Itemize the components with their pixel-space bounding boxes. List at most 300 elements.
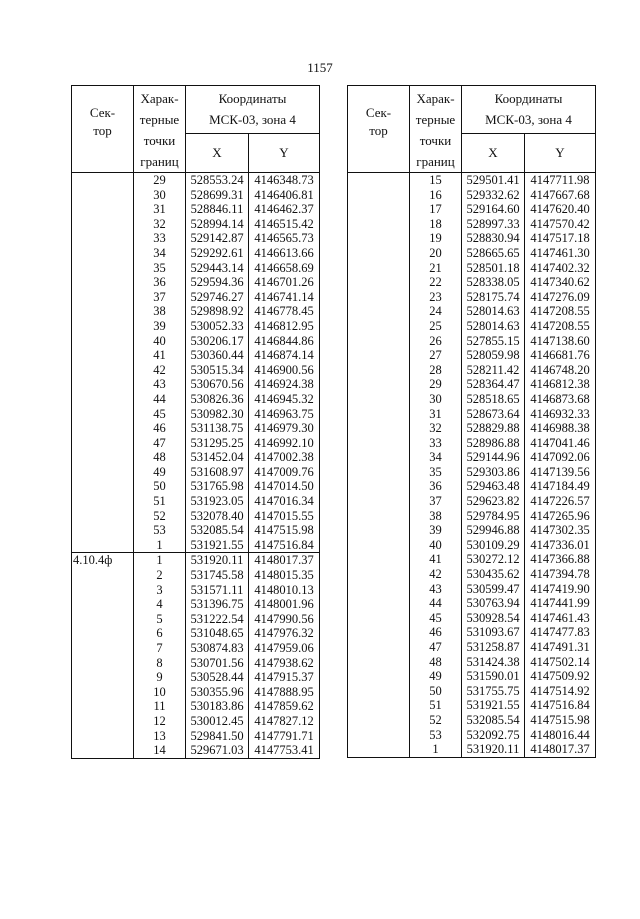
table-row — [72, 553, 320, 568]
y-cell: 4147517.18 — [525, 231, 596, 246]
point-cell: 9 — [134, 670, 186, 685]
sector-cell — [348, 275, 410, 290]
point-cell: 52 — [410, 713, 462, 728]
point-cell: 30 — [134, 188, 186, 203]
table-row — [72, 494, 320, 509]
point-cell: 13 — [134, 729, 186, 744]
point-cell: 1 — [410, 742, 462, 757]
sector-cell — [348, 436, 410, 451]
point-cell: 36 — [410, 479, 462, 494]
x-cell: 529144.96 — [462, 450, 525, 465]
coordinates-table-left — [71, 85, 320, 759]
x-cell: 528364.47 — [462, 377, 525, 392]
point-cell: 35 — [410, 465, 462, 480]
y-cell: 4147184.49 — [525, 479, 596, 494]
y-cell: 4146812.95 — [249, 319, 320, 334]
point-cell: 40 — [410, 538, 462, 553]
coordinates-table-right — [347, 85, 596, 758]
point-cell: 8 — [134, 656, 186, 671]
x-cell: 532085.54 — [186, 523, 249, 538]
sector-cell — [348, 202, 410, 217]
table-row — [348, 523, 596, 538]
sector-cell — [72, 670, 134, 685]
y-cell: 4147016.34 — [249, 494, 320, 509]
table-row — [348, 479, 596, 494]
x-cell: 531258.87 — [462, 640, 525, 655]
point-cell: 34 — [410, 450, 462, 465]
table-row — [72, 699, 320, 714]
sector-cell — [72, 173, 134, 188]
point-cell: 20 — [410, 246, 462, 261]
table-row — [72, 217, 320, 232]
point-cell: 37 — [410, 494, 462, 509]
table-row — [348, 261, 596, 276]
x-cell: 528553.24 — [186, 173, 249, 188]
y-cell: 4147340.62 — [525, 275, 596, 290]
y-cell: 4147859.62 — [249, 699, 320, 714]
point-cell: 16 — [410, 188, 462, 203]
y-cell: 4148001.96 — [249, 597, 320, 612]
y-cell: 4147667.68 — [525, 188, 596, 203]
point-cell: 52 — [134, 509, 186, 524]
header-y: Y — [249, 133, 320, 172]
table-row — [348, 217, 596, 232]
y-cell: 4147394.78 — [525, 567, 596, 582]
point-cell: 45 — [134, 407, 186, 422]
y-cell: 4147491.31 — [525, 640, 596, 655]
y-cell: 4146406.81 — [249, 188, 320, 203]
table-row — [72, 231, 320, 246]
table-row — [72, 304, 320, 319]
table-row — [72, 714, 320, 729]
x-cell: 531222.54 — [186, 612, 249, 627]
point-cell: 1 — [134, 538, 186, 553]
table-row — [348, 494, 596, 509]
x-cell: 531452.04 — [186, 450, 249, 465]
table-row — [348, 436, 596, 451]
y-cell: 4146462.37 — [249, 202, 320, 217]
sector-cell — [72, 641, 134, 656]
x-cell: 528518.65 — [462, 392, 525, 407]
point-cell: 28 — [410, 363, 462, 378]
x-cell: 529841.50 — [186, 729, 249, 744]
table-row — [72, 523, 320, 538]
table-row — [72, 421, 320, 436]
sector-cell — [72, 363, 134, 378]
sector-cell — [72, 699, 134, 714]
point-cell: 21 — [410, 261, 462, 276]
table-row — [348, 290, 596, 305]
y-cell: 4147461.43 — [525, 611, 596, 626]
point-cell: 38 — [410, 509, 462, 524]
point-cell: 35 — [134, 261, 186, 276]
y-cell: 4147827.12 — [249, 714, 320, 729]
y-cell: 4147915.37 — [249, 670, 320, 685]
sector-cell — [72, 202, 134, 217]
sector-cell — [72, 246, 134, 261]
point-cell: 46 — [410, 625, 462, 640]
sector-cell — [348, 728, 410, 743]
table-row — [348, 348, 596, 363]
header-points-line3: точки — [143, 133, 176, 148]
header-coordinates — [462, 86, 596, 134]
point-cell: 33 — [410, 436, 462, 451]
point-cell: 4 — [134, 597, 186, 612]
y-cell: 4146924.38 — [249, 377, 320, 392]
table-row — [72, 743, 320, 758]
table-row — [72, 656, 320, 671]
x-cell: 528830.94 — [462, 231, 525, 246]
point-cell: 5 — [134, 612, 186, 627]
y-cell: 4147976.32 — [249, 626, 320, 641]
x-cell: 531921.55 — [186, 538, 249, 553]
y-cell: 4147515.98 — [249, 523, 320, 538]
point-cell: 44 — [410, 596, 462, 611]
table-row — [348, 202, 596, 217]
x-cell: 530528.44 — [186, 670, 249, 685]
point-cell: 22 — [410, 275, 462, 290]
sector-cell — [348, 523, 410, 538]
y-cell: 4147366.88 — [525, 552, 596, 567]
point-cell: 34 — [134, 246, 186, 261]
sector-cell — [348, 596, 410, 611]
sector-cell — [348, 261, 410, 276]
y-cell: 4147092.06 — [525, 450, 596, 465]
sector-cell — [72, 348, 134, 363]
table-row — [72, 290, 320, 305]
sector-cell — [72, 714, 134, 729]
sector-cell — [348, 231, 410, 246]
y-cell: 4146963.75 — [249, 407, 320, 422]
header-sector — [72, 86, 134, 173]
y-cell: 4148015.35 — [249, 568, 320, 583]
sector-cell — [348, 319, 410, 334]
point-cell: 37 — [134, 290, 186, 305]
sector-cell — [348, 363, 410, 378]
sector-cell — [72, 583, 134, 598]
table-row — [72, 450, 320, 465]
sector-cell — [348, 407, 410, 422]
y-cell: 4147441.99 — [525, 596, 596, 611]
y-cell: 4147477.83 — [525, 625, 596, 640]
table-row — [348, 304, 596, 319]
point-cell: 29 — [410, 377, 462, 392]
table-row — [348, 625, 596, 640]
table-row — [348, 188, 596, 203]
x-cell: 529623.82 — [462, 494, 525, 509]
y-cell: 4148010.13 — [249, 583, 320, 598]
sector-cell — [348, 655, 410, 670]
table-row — [72, 377, 320, 392]
header-points — [134, 86, 186, 173]
table-row — [72, 685, 320, 700]
y-cell: 4146658.69 — [249, 261, 320, 276]
x-cell: 528014.63 — [462, 319, 525, 334]
sector-cell — [348, 465, 410, 480]
sector-cell — [348, 742, 410, 757]
y-cell: 4146874.14 — [249, 348, 320, 363]
y-cell: 4147620.40 — [525, 202, 596, 217]
sector-cell — [72, 538, 134, 553]
sector-cell — [72, 509, 134, 524]
point-cell: 15 — [410, 173, 462, 188]
header-coordinates-line1: Координаты — [218, 91, 287, 107]
sector-cell — [72, 494, 134, 509]
table-row — [72, 479, 320, 494]
x-cell: 531138.75 — [186, 421, 249, 436]
y-cell: 4148017.37 — [249, 553, 320, 568]
point-cell: 47 — [410, 640, 462, 655]
point-cell: 7 — [134, 641, 186, 656]
sector-cell — [72, 304, 134, 319]
table-row — [348, 728, 596, 743]
y-cell: 4146778.45 — [249, 304, 320, 319]
sector-cell — [348, 611, 410, 626]
header-points-line1: Харак- — [140, 91, 179, 106]
point-cell: 24 — [410, 304, 462, 319]
y-cell: 4146681.76 — [525, 348, 596, 363]
x-cell: 528338.05 — [462, 275, 525, 290]
table-row — [72, 392, 320, 407]
table-row — [72, 612, 320, 627]
sector-cell — [348, 552, 410, 567]
x-cell: 531920.11 — [186, 553, 249, 568]
x-cell: 530599.47 — [462, 582, 525, 597]
x-cell: 530272.12 — [462, 552, 525, 567]
x-cell: 530109.29 — [462, 538, 525, 553]
header-coordinates — [186, 86, 320, 134]
sector-cell — [348, 494, 410, 509]
point-cell: 2 — [134, 568, 186, 583]
table-row — [348, 392, 596, 407]
x-cell: 531424.38 — [462, 655, 525, 670]
y-cell: 4147516.84 — [525, 698, 596, 713]
header-sector — [348, 86, 410, 173]
y-cell: 4147276.09 — [525, 290, 596, 305]
table-row — [348, 640, 596, 655]
y-cell: 4147461.30 — [525, 246, 596, 261]
x-cell: 530701.56 — [186, 656, 249, 671]
sector-cell — [348, 509, 410, 524]
sector-cell — [348, 377, 410, 392]
sector-cell — [348, 582, 410, 597]
sector-cell — [72, 450, 134, 465]
point-cell: 42 — [134, 363, 186, 378]
x-cell: 529671.03 — [186, 743, 249, 758]
x-cell: 531608.97 — [186, 465, 249, 480]
x-cell: 529142.87 — [186, 231, 249, 246]
point-cell: 14 — [134, 743, 186, 758]
table-row — [72, 319, 320, 334]
x-cell: 530670.56 — [186, 377, 249, 392]
y-cell: 4146900.56 — [249, 363, 320, 378]
x-cell: 528175.74 — [462, 290, 525, 305]
table-row — [348, 713, 596, 728]
sector-cell — [348, 173, 410, 188]
header-coordinates-line1: Координаты — [494, 91, 563, 107]
x-cell: 532078.40 — [186, 509, 249, 524]
table-row — [348, 698, 596, 713]
sector-cell — [348, 392, 410, 407]
y-cell: 4147302.35 — [525, 523, 596, 538]
header-points — [410, 86, 462, 173]
y-cell: 4146748.20 — [525, 363, 596, 378]
y-cell: 4147402.32 — [525, 261, 596, 276]
table-row — [72, 436, 320, 451]
point-cell: 29 — [134, 173, 186, 188]
table-row — [72, 363, 320, 378]
table-row — [348, 669, 596, 684]
sector-cell — [348, 625, 410, 640]
point-cell: 32 — [410, 421, 462, 436]
y-cell: 4147208.55 — [525, 319, 596, 334]
point-cell: 30 — [410, 392, 462, 407]
table-row — [348, 538, 596, 553]
table-row — [348, 421, 596, 436]
x-cell: 529164.60 — [462, 202, 525, 217]
y-cell: 4147791.71 — [249, 729, 320, 744]
point-cell: 11 — [134, 699, 186, 714]
table-row — [72, 348, 320, 363]
x-cell: 531920.11 — [462, 742, 525, 757]
x-cell: 529746.27 — [186, 290, 249, 305]
page-number: 1157 — [307, 60, 333, 75]
table-row — [72, 670, 320, 685]
x-cell: 531295.25 — [186, 436, 249, 451]
table-row — [72, 202, 320, 217]
table-row — [72, 538, 320, 553]
header-points-line4: границ — [140, 154, 179, 169]
header-x: X — [186, 133, 249, 172]
point-cell: 10 — [134, 685, 186, 700]
point-cell: 49 — [410, 669, 462, 684]
point-cell: 31 — [134, 202, 186, 217]
y-cell: 4147990.56 — [249, 612, 320, 627]
point-cell: 6 — [134, 626, 186, 641]
y-cell: 4147570.42 — [525, 217, 596, 232]
sector-cell — [72, 685, 134, 700]
table-row — [72, 509, 320, 524]
x-cell: 528997.33 — [462, 217, 525, 232]
table-row — [348, 684, 596, 699]
header-coordinates-line2: МСК-03, зона 4 — [209, 112, 296, 128]
table-row — [348, 363, 596, 378]
sector-cell — [72, 261, 134, 276]
x-cell: 530515.34 — [186, 363, 249, 378]
table-row — [72, 275, 320, 290]
sector-cell — [72, 568, 134, 583]
y-cell: 4147226.57 — [525, 494, 596, 509]
table-row — [348, 173, 596, 188]
x-cell: 528986.88 — [462, 436, 525, 451]
point-cell: 44 — [134, 392, 186, 407]
x-cell: 530928.54 — [462, 611, 525, 626]
x-cell: 532085.54 — [462, 713, 525, 728]
sector-cell — [348, 479, 410, 494]
point-cell: 1 — [134, 553, 186, 568]
x-cell: 528846.11 — [186, 202, 249, 217]
x-cell: 530360.44 — [186, 348, 249, 363]
sector-cell — [348, 713, 410, 728]
sector-cell — [72, 188, 134, 203]
y-cell: 4147514.92 — [525, 684, 596, 699]
x-cell: 531755.75 — [462, 684, 525, 699]
point-cell: 49 — [134, 465, 186, 480]
point-cell: 23 — [410, 290, 462, 305]
point-cell: 33 — [134, 231, 186, 246]
point-cell: 39 — [410, 523, 462, 538]
sector-cell — [72, 626, 134, 641]
y-cell: 4147419.90 — [525, 582, 596, 597]
y-cell: 4146613.66 — [249, 246, 320, 261]
x-cell: 530052.33 — [186, 319, 249, 334]
table-row — [348, 567, 596, 582]
sector-cell — [72, 290, 134, 305]
point-cell: 43 — [134, 377, 186, 392]
y-cell: 4147753.41 — [249, 743, 320, 758]
sector-cell — [348, 567, 410, 582]
y-cell: 4146348.73 — [249, 173, 320, 188]
x-cell: 530763.94 — [462, 596, 525, 611]
x-cell: 530874.83 — [186, 641, 249, 656]
y-cell: 4146979.30 — [249, 421, 320, 436]
y-cell: 4146992.10 — [249, 436, 320, 451]
y-cell: 4147515.98 — [525, 713, 596, 728]
header-points-line3: точки — [419, 133, 452, 148]
header-points-line4: границ — [416, 154, 455, 169]
y-cell: 4147509.92 — [525, 669, 596, 684]
point-cell: 53 — [134, 523, 186, 538]
x-cell: 528059.98 — [462, 348, 525, 363]
sector-cell — [348, 421, 410, 436]
point-cell: 42 — [410, 567, 462, 582]
sector-cell — [72, 612, 134, 627]
x-cell: 531765.98 — [186, 479, 249, 494]
x-cell: 530183.86 — [186, 699, 249, 714]
table-row — [348, 275, 596, 290]
point-cell: 26 — [410, 334, 462, 349]
table-row — [72, 188, 320, 203]
sector-cell — [72, 436, 134, 451]
y-cell: 4147014.50 — [249, 479, 320, 494]
table-row — [348, 582, 596, 597]
table-row — [72, 465, 320, 480]
x-cell: 528673.64 — [462, 407, 525, 422]
header-sector-line2: тор — [369, 123, 388, 138]
x-cell: 531921.55 — [462, 698, 525, 713]
point-cell: 36 — [134, 275, 186, 290]
table-row — [72, 597, 320, 612]
x-cell: 529898.92 — [186, 304, 249, 319]
y-cell: 4146844.86 — [249, 334, 320, 349]
x-cell: 530012.45 — [186, 714, 249, 729]
sector-cell — [72, 656, 134, 671]
y-cell: 4147041.46 — [525, 436, 596, 451]
table-body-right — [348, 173, 596, 758]
y-cell: 4146932.33 — [525, 407, 596, 422]
x-cell: 531590.01 — [462, 669, 525, 684]
point-cell: 18 — [410, 217, 462, 232]
sector-cell — [72, 479, 134, 494]
sector-cell — [72, 275, 134, 290]
point-cell: 50 — [134, 479, 186, 494]
x-cell: 528665.65 — [462, 246, 525, 261]
table-row — [348, 611, 596, 626]
point-cell: 51 — [410, 698, 462, 713]
point-cell: 32 — [134, 217, 186, 232]
table-row — [72, 626, 320, 641]
table-row — [348, 231, 596, 246]
